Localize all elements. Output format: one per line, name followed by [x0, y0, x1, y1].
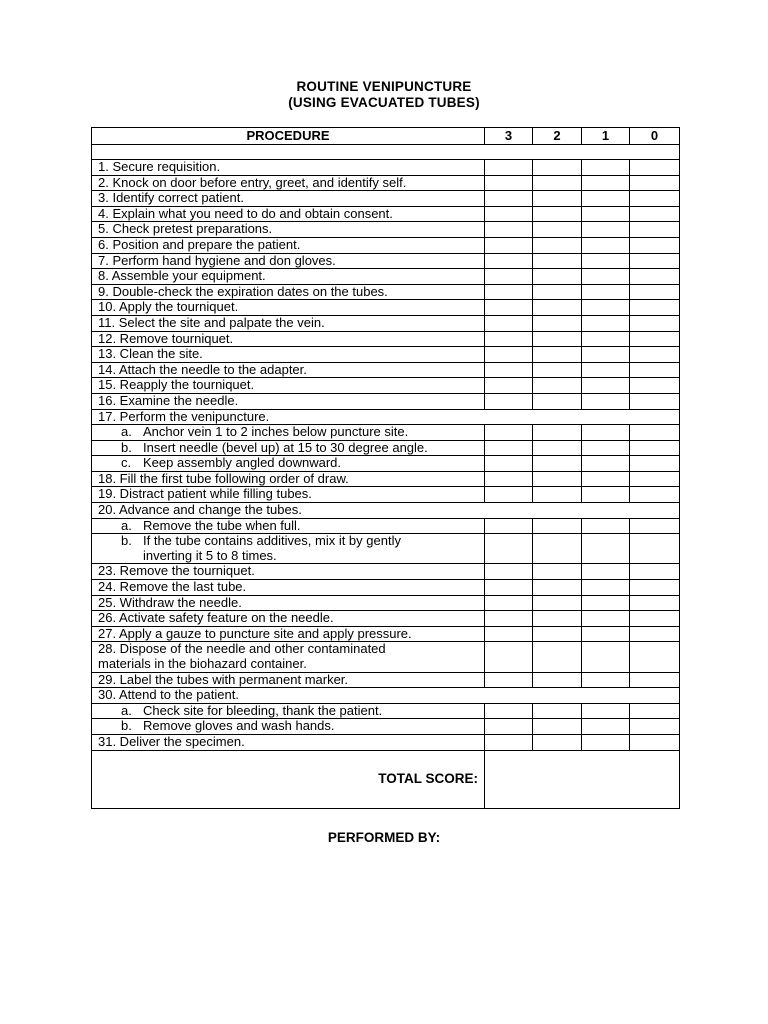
procedure-header: PROCEDURE [92, 128, 485, 145]
step-group-label: 30. Attend to the patient. [92, 688, 680, 704]
score-3-cell[interactable] [485, 315, 533, 331]
score-2-cell[interactable] [533, 315, 582, 331]
step-label: 4. Explain what you need to do and obtain consent. [92, 206, 485, 222]
score-2-cell[interactable] [533, 331, 582, 347]
score-1-cell[interactable] [582, 642, 630, 672]
score-3-cell[interactable] [485, 456, 533, 472]
total-score-row [92, 750, 680, 808]
step-row [92, 564, 680, 580]
score-2-cell[interactable] [533, 734, 582, 750]
score-0-cell[interactable] [630, 378, 680, 394]
score-0-cell[interactable] [630, 269, 680, 285]
performed-by-label: PERFORMED BY: [327, 830, 441, 845]
score-3-cell[interactable] [485, 393, 533, 409]
step-row [92, 222, 680, 238]
score-1-cell[interactable] [582, 393, 630, 409]
substep-row [92, 534, 680, 564]
document-title: ROUTINE VENIPUNCTURE [296, 79, 472, 94]
score-1-cell[interactable] [582, 222, 630, 238]
score-2-cell[interactable] [533, 626, 582, 642]
score-0-cell[interactable] [630, 642, 680, 672]
score-2-cell[interactable] [533, 564, 582, 580]
score-2-cell[interactable] [533, 362, 582, 378]
step-row [92, 300, 680, 316]
step-label: 26. Activate safety feature on the needle. [92, 611, 485, 627]
score-0-cell[interactable] [630, 425, 680, 441]
step-row [92, 580, 680, 596]
step-text: 28. Dispose of the needle and other contaminated [98, 641, 386, 657]
score-0-cell[interactable] [630, 300, 680, 316]
score-2-cell[interactable] [533, 347, 582, 363]
score-0-cell[interactable] [630, 362, 680, 378]
substep-label [92, 425, 485, 441]
step-label: 15. Reapply the tourniquet. [92, 378, 485, 394]
score-3-cell[interactable] [485, 253, 533, 269]
substep-row [92, 425, 680, 441]
score-1-cell[interactable] [582, 206, 630, 222]
step-row [92, 284, 680, 300]
score-1-cell[interactable] [582, 734, 630, 750]
score-0-cell[interactable] [630, 331, 680, 347]
score-2-header: 2 [533, 128, 582, 145]
score-2-cell[interactable] [533, 672, 582, 688]
score-1-cell[interactable] [582, 440, 630, 456]
substep-row [92, 440, 680, 456]
step-group-row [92, 688, 680, 704]
score-1-cell[interactable] [582, 672, 630, 688]
substep-letter: b. [121, 440, 132, 455]
step-row [92, 315, 680, 331]
score-2-cell[interactable] [533, 206, 582, 222]
score-1-cell[interactable] [582, 160, 630, 176]
score-2-cell[interactable] [533, 642, 582, 672]
score-1-cell[interactable] [582, 471, 630, 487]
score-2-cell[interactable] [533, 534, 582, 564]
substep-text: Anchor vein 1 to 2 inches below puncture site. [143, 424, 409, 440]
score-1-cell[interactable] [582, 719, 630, 735]
score-0-cell[interactable] [630, 564, 680, 580]
step-row [92, 269, 680, 285]
step-row [92, 595, 680, 611]
score-3-cell[interactable] [485, 534, 533, 564]
score-0-header: 0 [630, 128, 680, 145]
substep-label [92, 703, 485, 719]
total-score-label: TOTAL SCORE: [92, 750, 485, 808]
score-1-cell[interactable] [582, 564, 630, 580]
score-3-cell[interactable] [485, 595, 533, 611]
step-row [92, 393, 680, 409]
step-label: 31. Deliver the specimen. [92, 734, 485, 750]
score-1-cell[interactable] [582, 175, 630, 191]
score-3-cell[interactable] [485, 160, 533, 176]
score-3-cell[interactable] [485, 237, 533, 253]
score-0-cell[interactable] [630, 456, 680, 472]
score-0-cell[interactable] [630, 595, 680, 611]
score-0-cell[interactable] [630, 487, 680, 503]
step-label: 8. Assemble your equipment. [92, 269, 485, 285]
score-0-cell[interactable] [630, 347, 680, 363]
score-2-cell[interactable] [533, 440, 582, 456]
step-group-label: 20. Advance and change the tubes. [92, 503, 680, 519]
score-0-cell[interactable] [630, 534, 680, 564]
step-label: 12. Remove tourniquet. [92, 331, 485, 347]
step-label: 25. Withdraw the needle. [92, 595, 485, 611]
score-3-cell[interactable] [485, 362, 533, 378]
score-0-cell[interactable] [630, 222, 680, 238]
score-1-cell[interactable] [582, 518, 630, 534]
step-label: 23. Remove the tourniquet. [92, 564, 485, 580]
score-3-cell[interactable] [485, 564, 533, 580]
step-label: 3. Identify correct patient. [92, 191, 485, 207]
step-row [92, 626, 680, 642]
step-row [92, 237, 680, 253]
score-2-cell[interactable] [533, 378, 582, 394]
score-3-cell[interactable] [485, 487, 533, 503]
step-row [92, 191, 680, 207]
substep-row [92, 703, 680, 719]
score-1-cell[interactable] [582, 315, 630, 331]
score-3-cell[interactable] [485, 284, 533, 300]
score-1-cell[interactable] [582, 237, 630, 253]
score-0-cell[interactable] [630, 175, 680, 191]
substep-label [92, 534, 485, 564]
score-0-cell[interactable] [630, 471, 680, 487]
score-2-cell[interactable] [533, 471, 582, 487]
step-row [92, 175, 680, 191]
score-0-cell[interactable] [630, 253, 680, 269]
substep-text: Keep assembly angled downward. [143, 455, 342, 471]
score-0-cell[interactable] [630, 626, 680, 642]
score-2-cell[interactable] [533, 487, 582, 503]
step-label: 19. Distract patient while filling tubes. [92, 487, 485, 503]
step-row [92, 160, 680, 176]
score-2-cell[interactable] [533, 595, 582, 611]
substep-letter: a. [121, 703, 132, 718]
total-score-field[interactable] [485, 750, 680, 808]
substep-label [92, 518, 485, 534]
score-1-cell[interactable] [582, 269, 630, 285]
score-0-cell[interactable] [630, 580, 680, 596]
score-3-cell[interactable] [485, 347, 533, 363]
substep-row [92, 719, 680, 735]
score-1-cell[interactable] [582, 580, 630, 596]
step-row [92, 206, 680, 222]
score-2-cell[interactable] [533, 237, 582, 253]
score-0-cell[interactable] [630, 160, 680, 176]
step-group-row [92, 503, 680, 519]
score-3-cell[interactable] [485, 378, 533, 394]
step-group-row [92, 409, 680, 425]
substep-label [92, 456, 485, 472]
step-row [92, 487, 680, 503]
step-label: 10. Apply the tourniquet. [92, 300, 485, 316]
document-subtitle: (USING EVACUATED TUBES) [288, 95, 480, 110]
score-1-cell[interactable] [582, 378, 630, 394]
step-row [92, 642, 680, 672]
step-label: 14. Attach the needle to the adapter. [92, 362, 485, 378]
score-2-cell[interactable] [533, 269, 582, 285]
score-1-cell[interactable] [582, 284, 630, 300]
score-2-cell[interactable] [533, 518, 582, 534]
score-1-header: 1 [582, 128, 630, 145]
score-3-cell[interactable] [485, 580, 533, 596]
score-3-cell[interactable] [485, 471, 533, 487]
score-0-cell[interactable] [630, 518, 680, 534]
score-3-cell[interactable] [485, 269, 533, 285]
score-2-cell[interactable] [533, 703, 582, 719]
score-1-cell[interactable] [582, 626, 630, 642]
score-3-cell[interactable] [485, 672, 533, 688]
step-group-label: 17. Perform the venipuncture. [92, 409, 680, 425]
step-row [92, 672, 680, 688]
substep-label [92, 719, 485, 735]
score-0-cell[interactable] [630, 237, 680, 253]
substep-letter: b. [121, 533, 132, 549]
score-0-cell[interactable] [630, 672, 680, 688]
score-3-cell[interactable] [485, 440, 533, 456]
score-2-cell[interactable] [533, 222, 582, 238]
score-3-cell[interactable] [485, 626, 533, 642]
score-0-cell[interactable] [630, 315, 680, 331]
score-1-cell[interactable] [582, 347, 630, 363]
score-3-cell[interactable] [485, 206, 533, 222]
substep-text: Insert needle (bevel up) at 15 to 30 degree angle. [143, 440, 428, 455]
score-3-cell[interactable] [485, 331, 533, 347]
score-0-cell[interactable] [630, 734, 680, 750]
score-3-cell[interactable] [485, 611, 533, 627]
score-2-cell[interactable] [533, 253, 582, 269]
score-1-cell[interactable] [582, 611, 630, 627]
score-2-cell[interactable] [533, 191, 582, 207]
score-2-cell[interactable] [533, 175, 582, 191]
step-row [92, 471, 680, 487]
score-0-cell[interactable] [630, 393, 680, 409]
step-row [92, 347, 680, 363]
substep-text: If the tube contains additives, mix it by gently [143, 533, 401, 549]
substep-text: Remove gloves and wash hands. [143, 718, 335, 734]
score-2-cell[interactable] [533, 719, 582, 735]
score-1-cell[interactable] [582, 362, 630, 378]
step-row [92, 378, 680, 394]
score-2-cell[interactable] [533, 393, 582, 409]
step-label: 27. Apply a gauze to puncture site and apply pressure. [92, 626, 485, 642]
score-3-cell[interactable] [485, 518, 533, 534]
substep-letter: c. [121, 455, 132, 471]
score-2-cell[interactable] [533, 456, 582, 472]
step-label: 13. Clean the site. [92, 347, 485, 363]
score-3-cell[interactable] [485, 703, 533, 719]
score-3-cell[interactable] [485, 300, 533, 316]
score-1-cell[interactable] [582, 456, 630, 472]
step-label: 11. Select the site and palpate the vein. [92, 315, 485, 331]
score-2-cell[interactable] [533, 580, 582, 596]
substep-row [92, 518, 680, 534]
score-2-cell[interactable] [533, 284, 582, 300]
score-1-cell[interactable] [582, 534, 630, 564]
step-row [92, 362, 680, 378]
step-label: 24. Remove the last tube. [92, 580, 485, 596]
score-1-cell[interactable] [582, 331, 630, 347]
step-label: 5. Check pretest preparations. [92, 222, 485, 238]
substep-row [92, 456, 680, 472]
step-row [92, 253, 680, 269]
step-label: 1. Secure requisition. [92, 160, 485, 176]
score-3-cell[interactable] [485, 191, 533, 207]
step-label: 9. Double-check the expiration dates on the tubes. [92, 284, 485, 300]
score-3-header: 3 [485, 128, 533, 145]
score-0-cell[interactable] [630, 611, 680, 627]
step-text-continued: materials in the biohazard container. [98, 656, 307, 671]
score-3-cell[interactable] [485, 734, 533, 750]
score-2-cell[interactable] [533, 611, 582, 627]
substep-text-continued: inverting it 5 to 8 times. [143, 547, 277, 563]
substep-text: Remove the tube when full. [143, 518, 301, 533]
score-3-cell[interactable] [485, 642, 533, 672]
score-2-cell[interactable] [533, 425, 582, 441]
score-0-cell[interactable] [630, 191, 680, 207]
score-0-cell[interactable] [630, 206, 680, 222]
substep-text: Check site for bleeding, thank the patient. [143, 703, 383, 718]
score-1-cell[interactable] [582, 191, 630, 207]
spacer-row [92, 145, 680, 160]
score-3-cell[interactable] [485, 175, 533, 191]
step-label: 6. Position and prepare the patient. [92, 237, 485, 253]
score-0-cell[interactable] [630, 440, 680, 456]
score-2-cell[interactable] [533, 160, 582, 176]
substep-letter: a. [121, 518, 132, 533]
substep-label [92, 440, 485, 456]
score-3-cell[interactable] [485, 719, 533, 735]
score-1-cell[interactable] [582, 300, 630, 316]
score-3-cell[interactable] [485, 425, 533, 441]
score-1-cell[interactable] [582, 253, 630, 269]
score-1-cell[interactable] [582, 487, 630, 503]
score-2-cell[interactable] [533, 300, 582, 316]
score-1-cell[interactable] [582, 595, 630, 611]
substep-letter: a. [121, 424, 132, 440]
score-0-cell[interactable] [630, 719, 680, 735]
step-row [92, 611, 680, 627]
step-row [92, 331, 680, 347]
score-0-cell[interactable] [630, 703, 680, 719]
substep-letter: b. [121, 718, 132, 734]
step-label: 2. Knock on door before entry, greet, and identify self. [92, 175, 485, 191]
header-row [92, 128, 680, 145]
procedure-checklist-table [91, 127, 680, 809]
step-label: 29. Label the tubes with permanent marker. [92, 672, 485, 688]
score-1-cell[interactable] [582, 425, 630, 441]
step-label [92, 642, 485, 672]
step-label: 7. Perform hand hygiene and don gloves. [92, 253, 485, 269]
score-0-cell[interactable] [630, 284, 680, 300]
step-label: 18. Fill the first tube following order of draw. [92, 471, 485, 487]
step-row [92, 734, 680, 750]
score-1-cell[interactable] [582, 703, 630, 719]
score-3-cell[interactable] [485, 222, 533, 238]
step-label: 16. Examine the needle. [92, 393, 485, 409]
